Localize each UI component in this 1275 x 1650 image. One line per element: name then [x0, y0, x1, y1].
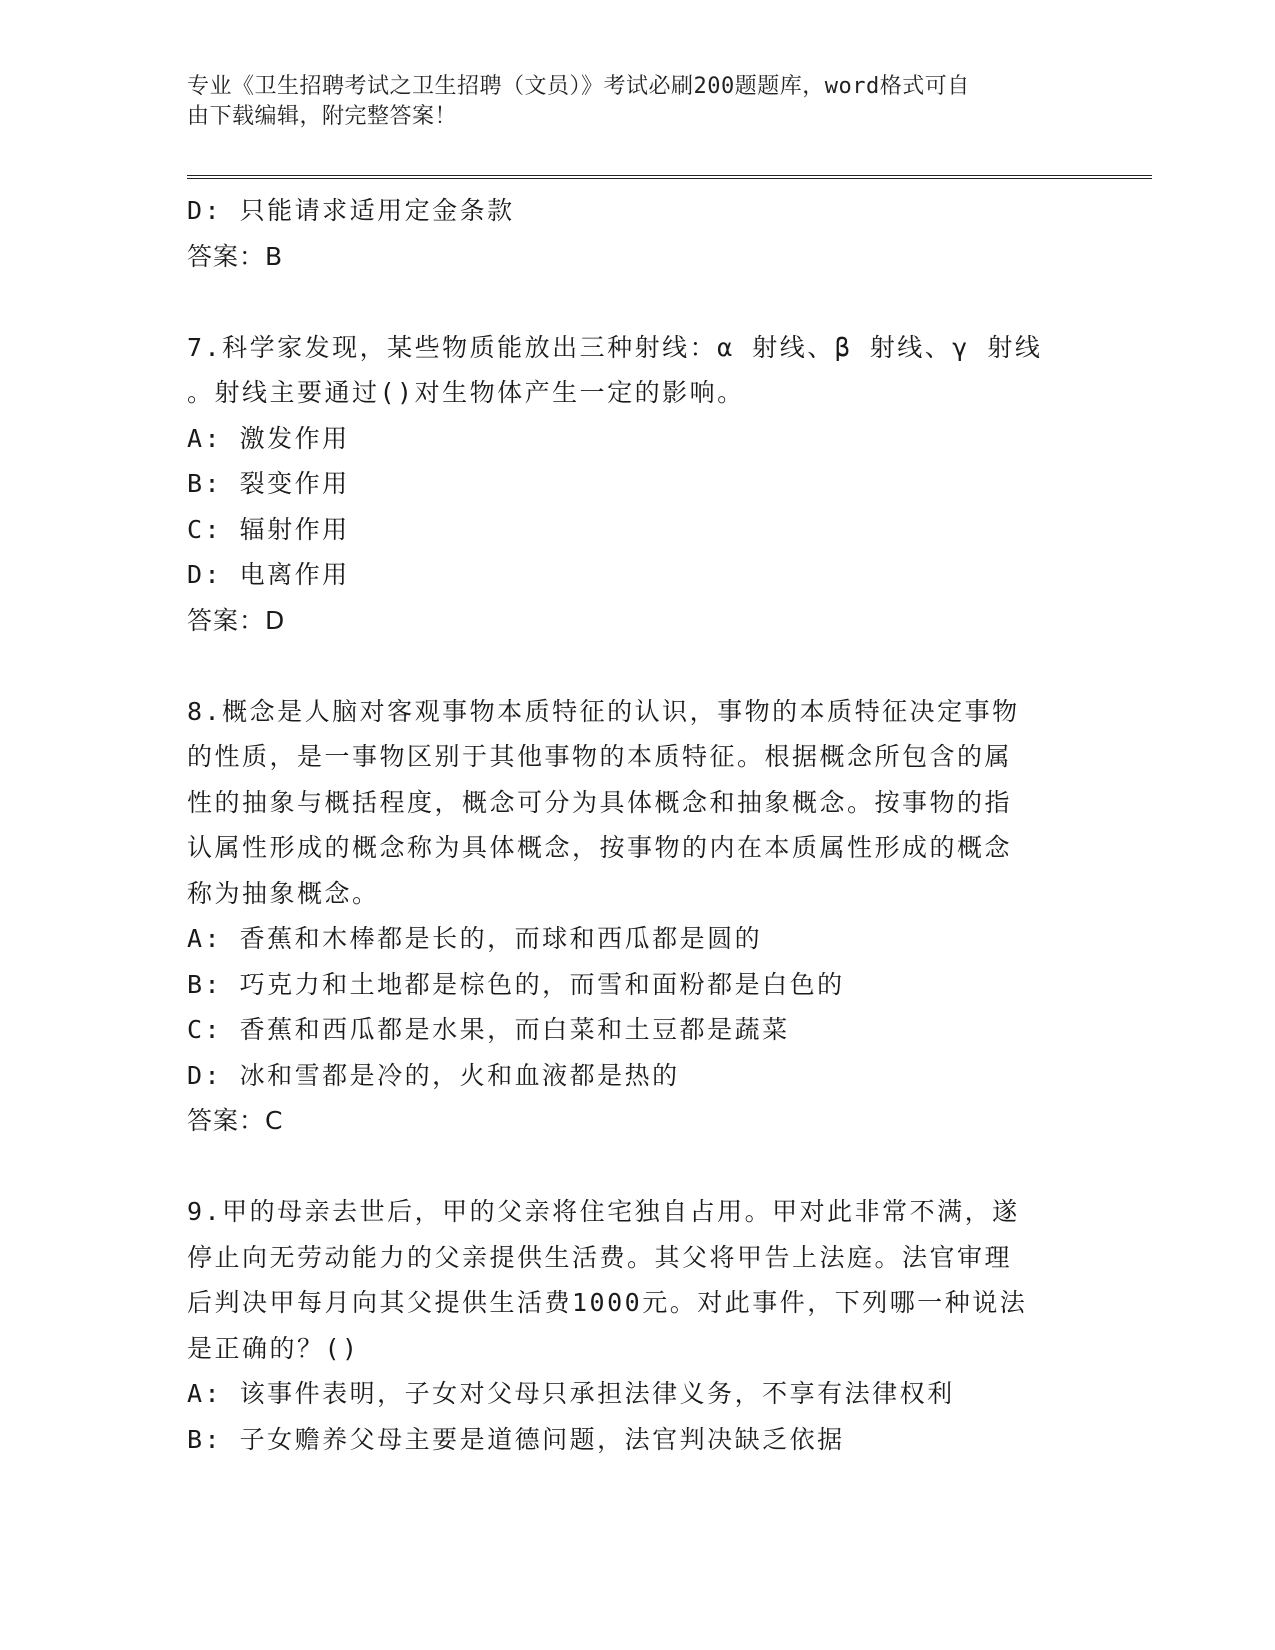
option-a: A: 香蕉和木棒都是长的，而球和西瓜都是圆的: [187, 924, 763, 953]
option-a: A: 激发作用: [187, 423, 350, 453]
question-stem-line: 性的抽象与概括程度，概念可分为具体概念和抽象概念。按事物的指: [187, 787, 1013, 817]
option-a: A: 该事件表明，子女对父母只承担法律义务，不享有法律权利: [187, 1379, 955, 1408]
document-body: [187, 188, 1087, 1462]
question-stem-line: 8.概念是人脑对客观事物本质特征的认识，事物的本质特征决定事物: [187, 696, 1020, 726]
spacer: [187, 643, 1087, 689]
option-d: D: 冰和雪都是冷的，火和血液都是热的: [187, 1060, 680, 1090]
prev-question-tail: [187, 188, 1087, 279]
question-stem-line: 。射线主要通过()对生物体产生一定的影响。: [187, 378, 745, 407]
option-b: B: 子女赡养父母主要是道德问题，法官判决缺乏依据: [187, 1424, 845, 1454]
question-stem-line: 称为抽象概念。: [187, 878, 380, 908]
question-9: [187, 1189, 1087, 1462]
question-8: [187, 689, 1087, 1144]
answer-line: 答案：D: [187, 605, 286, 635]
question-stem-line: 认属性形成的概念称为具体概念，按事物的内在本质属性形成的概念: [187, 833, 1013, 862]
question-stem-line: 后判决甲每月向其父提供生活费1000元。对此事件，下列哪一种说法: [187, 1288, 1028, 1317]
spacer: [187, 279, 1087, 325]
spacer: [187, 1144, 1087, 1190]
option-d: D: 只能请求适用定金条款: [187, 196, 515, 225]
option-b: B: 巧克力和土地都是棕色的，而雪和面粉都是白色的: [187, 969, 845, 999]
question-stem-line: 7.科学家发现，某些物质能放出三种射线：α 射线、β 射线、γ 射线: [187, 332, 1043, 362]
question-stem-line: 停止向无劳动能力的父亲提供生活费。其父将甲告上法庭。法官审理: [187, 1242, 1013, 1272]
header-double-rule: [187, 175, 1152, 179]
question-stem-line: 的性质，是一事物区别于其他事物的本质特征。根据概念所包含的属: [187, 742, 1013, 771]
option-c: C: 香蕉和西瓜都是水果，而白菜和土豆都是蔬菜: [187, 1015, 790, 1044]
header-line-1: 专业《卫生招聘考试之卫生招聘（文员）》考试必刷200题题库，word格式可自: [187, 74, 970, 99]
option-b: B: 裂变作用: [187, 469, 350, 498]
question-7: [187, 325, 1087, 644]
option-c: C: 辐射作用: [187, 514, 350, 544]
question-stem-line: 9.甲的母亲去世后，甲的父亲将住宅独自占用。甲对此非常不满，遂: [187, 1197, 1020, 1226]
header-line-2: 由下载编辑，附完整答案！: [187, 104, 458, 129]
question-stem-line: 是正确的？(): [187, 1333, 360, 1363]
option-d: D: 电离作用: [187, 560, 350, 589]
document-header: [187, 72, 1067, 132]
answer-line: 答案：B: [187, 241, 284, 271]
answer-line: 答案：C: [187, 1106, 284, 1135]
